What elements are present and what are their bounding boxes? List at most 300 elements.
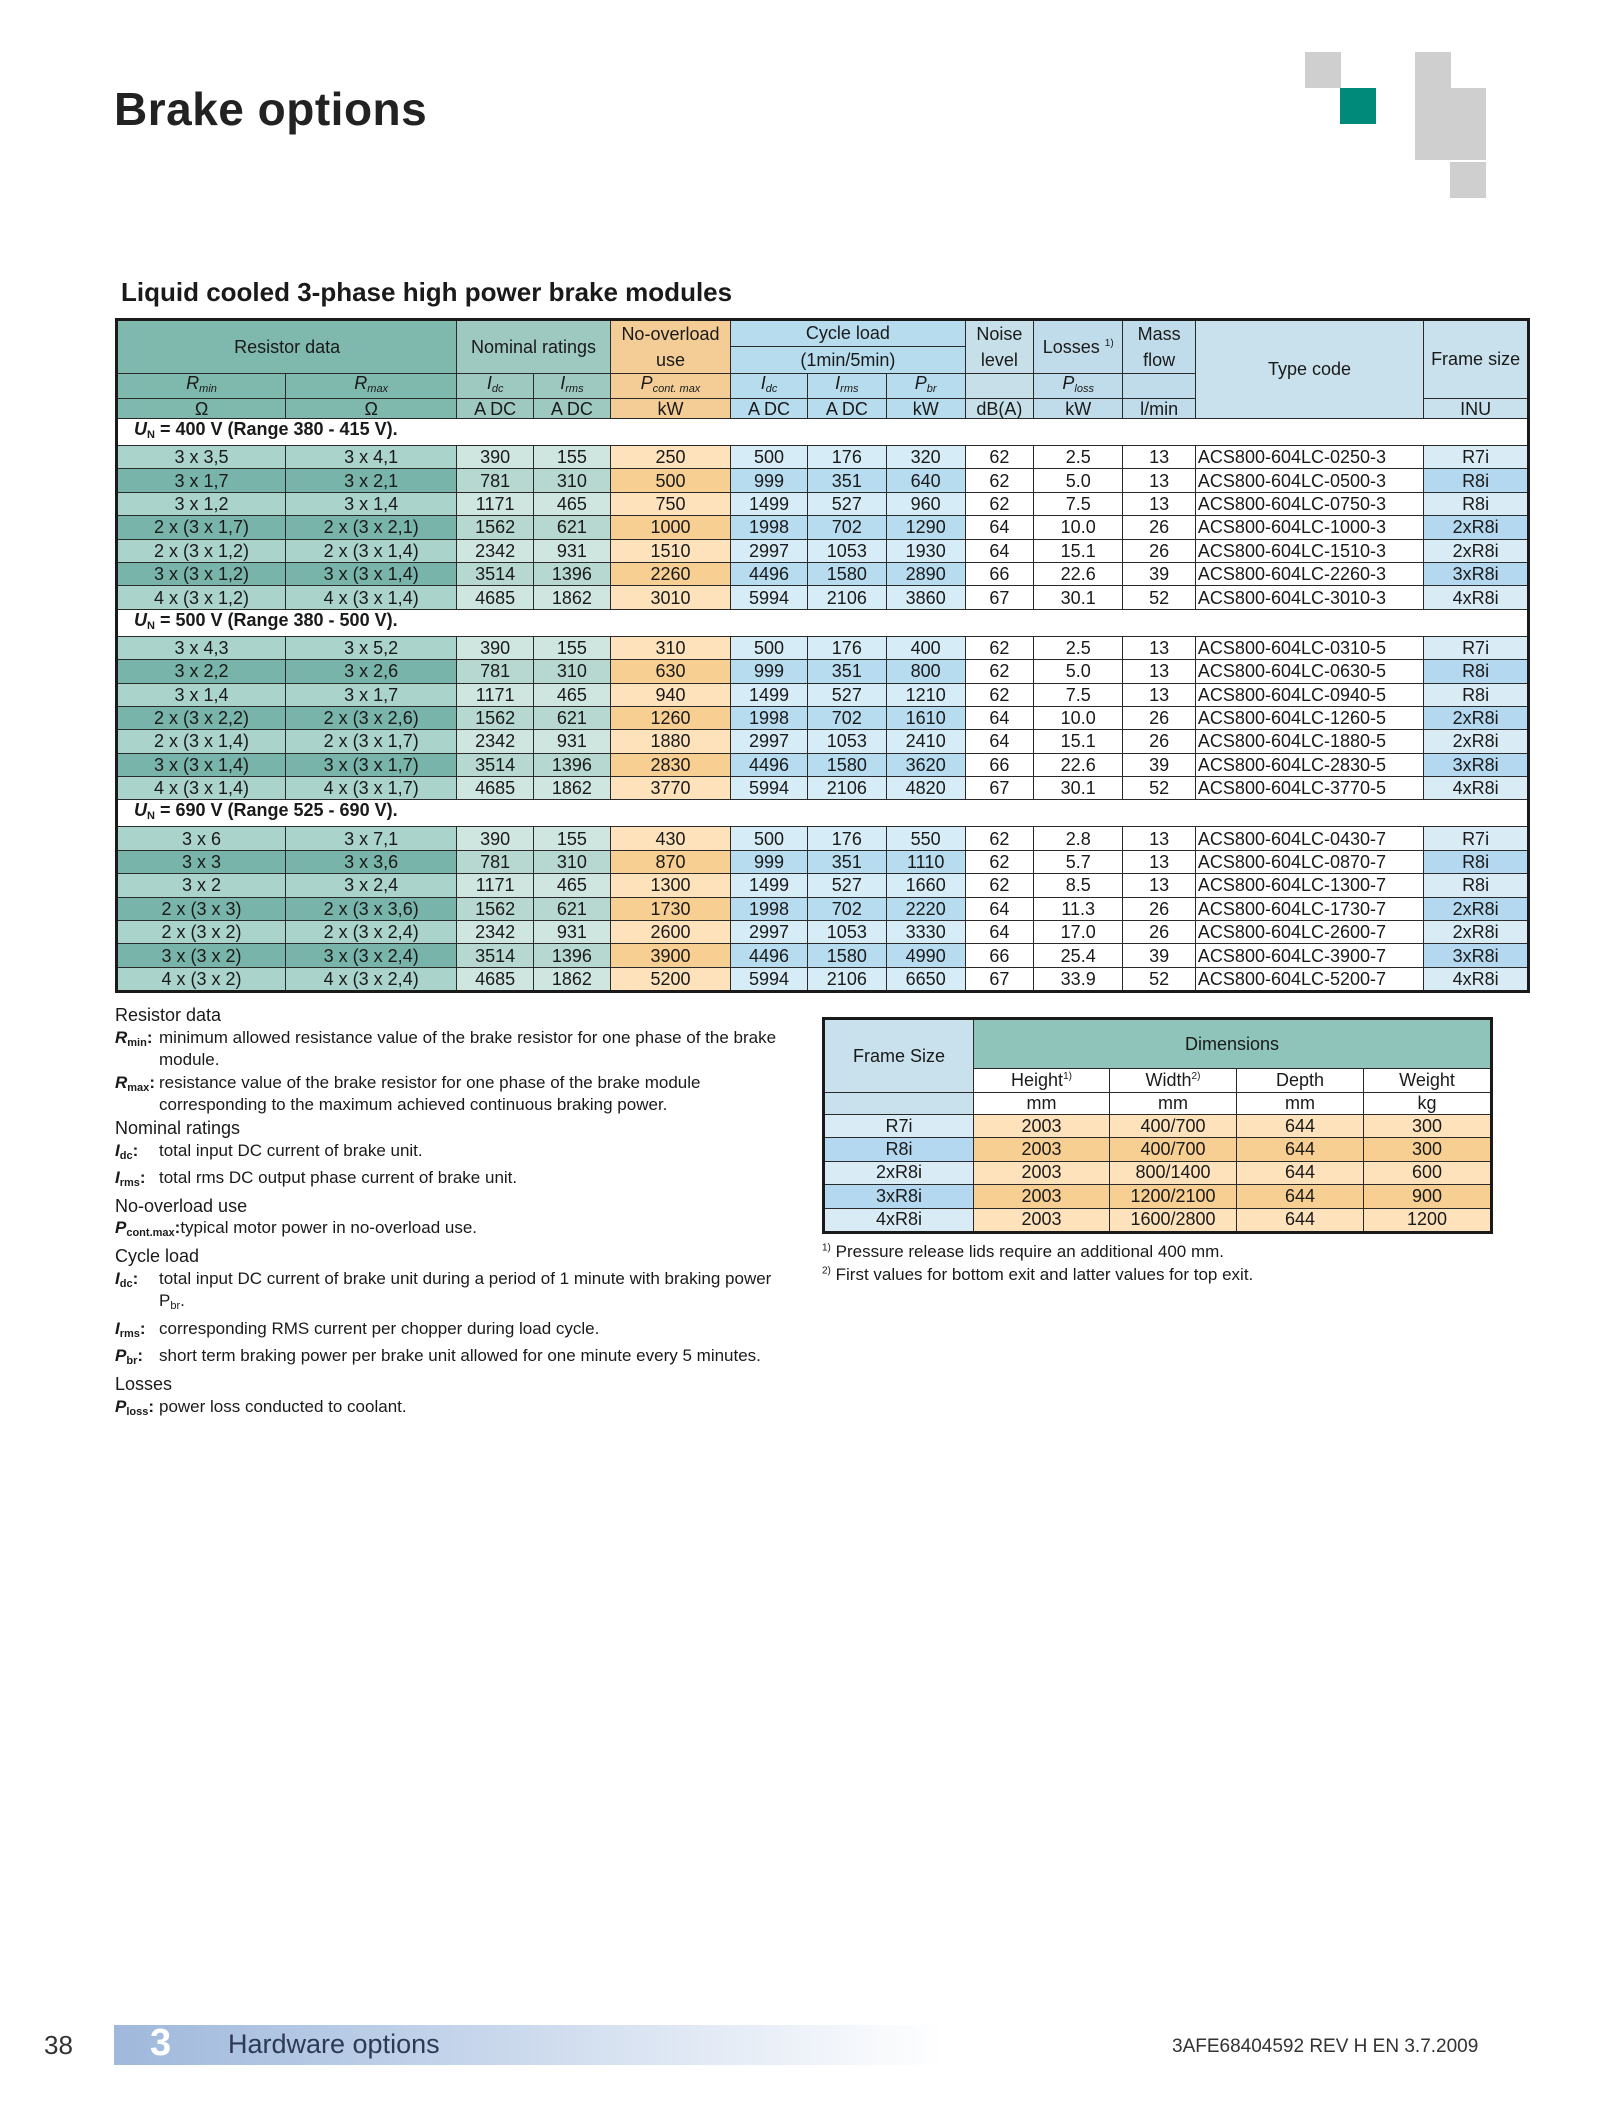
unit-mass: l/min bbox=[1123, 399, 1196, 419]
cell-irms: 1396 bbox=[534, 944, 611, 967]
cell-pbr: 3330 bbox=[886, 921, 965, 944]
cell-rmax: 2 x (3 x 3,6) bbox=[286, 897, 457, 920]
table-row bbox=[117, 636, 1529, 659]
cell-cycle-idc: 5994 bbox=[731, 777, 808, 800]
dims-unit-height: mm bbox=[974, 1093, 1110, 1115]
cell-rmax: 3 x 1,7 bbox=[286, 683, 457, 706]
cell-rmax: 2 x (3 x 1,7) bbox=[286, 730, 457, 753]
header-idc: $I_{dc}$ bbox=[457, 374, 534, 399]
cell-mass-flow: 13 bbox=[1123, 469, 1196, 492]
cell-ploss: 10.0 bbox=[1034, 516, 1123, 539]
dims-cell-depth: 644 bbox=[1237, 1208, 1364, 1232]
footer-chapter-label: Hardware options bbox=[228, 2029, 440, 2059]
cell-irms: 621 bbox=[534, 897, 611, 920]
dims-cell-depth: 644 bbox=[1237, 1185, 1364, 1208]
dims-cell-height: 2003 bbox=[974, 1161, 1110, 1184]
unit-pcont: kW bbox=[610, 399, 730, 419]
cell-cycle-idc: 1998 bbox=[731, 706, 808, 729]
cell-frame-size: 2xR8i bbox=[1424, 730, 1529, 753]
cell-frame-size: 4xR8i bbox=[1424, 777, 1529, 800]
legend-heading: No-overload use bbox=[115, 1195, 248, 1216]
legend-description: resistance value of the brake resistor for one phase of the brake module corresponding to the maximum achieved continuous braking power. bbox=[159, 1072, 701, 1115]
cell-mass-flow: 26 bbox=[1123, 706, 1196, 729]
cell-rmax: 3 x 1,4 bbox=[286, 492, 457, 515]
cell-pcont: 5200 bbox=[610, 967, 730, 991]
cell-ploss: 25.4 bbox=[1034, 944, 1123, 967]
header-noise-blank bbox=[965, 374, 1033, 399]
cell-idc: 781 bbox=[457, 660, 534, 683]
header-noise-level: Noise level bbox=[965, 320, 1033, 374]
cell-cycle-irms: 702 bbox=[807, 897, 886, 920]
cell-cycle-idc: 1499 bbox=[731, 874, 808, 897]
cell-pbr: 2220 bbox=[886, 897, 965, 920]
dims-cell-weight: 900 bbox=[1364, 1185, 1492, 1208]
dims-cell-weight: 300 bbox=[1364, 1115, 1492, 1138]
cell-ploss: 8.5 bbox=[1034, 874, 1123, 897]
table-row bbox=[117, 516, 1529, 539]
cell-ploss: 22.6 bbox=[1034, 753, 1123, 776]
cell-noise: 64 bbox=[965, 730, 1033, 753]
cell-frame-size: R8i bbox=[1424, 469, 1529, 492]
section-title: Liquid cooled 3-phase high power brake modules bbox=[121, 277, 733, 307]
cell-pbr: 1290 bbox=[886, 516, 965, 539]
header-rmax: $R_{max}$ bbox=[286, 374, 457, 399]
cell-noise: 67 bbox=[965, 777, 1033, 800]
cell-cycle-idc: 500 bbox=[731, 636, 808, 659]
cell-rmax: 3 x 2,1 bbox=[286, 469, 457, 492]
cell-idc: 390 bbox=[457, 446, 534, 469]
cell-pcont: 1000 bbox=[610, 516, 730, 539]
legend-item bbox=[115, 1140, 795, 1168]
dims-cell-depth: 644 bbox=[1237, 1115, 1364, 1138]
cell-pbr: 1660 bbox=[886, 874, 965, 897]
cell-ploss: 7.5 bbox=[1034, 683, 1123, 706]
cell-ploss: 30.1 bbox=[1034, 586, 1123, 609]
dims-cell-height: 2003 bbox=[974, 1115, 1110, 1138]
legend-symbol: $I_{rms}$: bbox=[115, 1318, 146, 1340]
cell-rmax: 3 x (3 x 1,7) bbox=[286, 753, 457, 776]
cell-rmin: 2 x (3 x 1,4) bbox=[117, 730, 286, 753]
cell-irms: 465 bbox=[534, 492, 611, 515]
cell-rmin: 2 x (3 x 1,2) bbox=[117, 539, 286, 562]
losses-footnote-mark: 1) bbox=[1104, 337, 1114, 349]
cell-rmin: 3 x 4,3 bbox=[117, 636, 286, 659]
cell-idc: 1562 bbox=[457, 897, 534, 920]
legend-description: power loss conducted to coolant. bbox=[159, 1396, 407, 1416]
cell-idc: 1171 bbox=[457, 874, 534, 897]
header-frame-size: Frame size bbox=[1424, 320, 1529, 399]
cell-idc: 4685 bbox=[457, 586, 534, 609]
cell-pbr: 800 bbox=[886, 660, 965, 683]
legend-symbol: $P_{br}$: bbox=[115, 1346, 144, 1368]
cell-idc: 3514 bbox=[457, 753, 534, 776]
cell-cycle-irms: 176 bbox=[807, 827, 886, 850]
cell-frame-size: R7i bbox=[1424, 446, 1529, 469]
cell-cycle-irms: 176 bbox=[807, 636, 886, 659]
cell-rmin: 2 x (3 x 2) bbox=[117, 921, 286, 944]
cell-noise: 64 bbox=[965, 516, 1033, 539]
cell-idc: 1562 bbox=[457, 706, 534, 729]
cell-noise: 62 bbox=[965, 683, 1033, 706]
cell-cycle-idc: 999 bbox=[731, 850, 808, 873]
cell-cycle-irms: 527 bbox=[807, 683, 886, 706]
cell-type-code: ACS800-604LC-1510-3 bbox=[1195, 539, 1423, 562]
legend-item bbox=[115, 1318, 795, 1346]
cell-noise: 62 bbox=[965, 660, 1033, 683]
cell-cycle-idc: 2997 bbox=[731, 921, 808, 944]
cell-frame-size: 3xR8i bbox=[1424, 562, 1529, 585]
cell-ploss: 5.0 bbox=[1034, 660, 1123, 683]
cell-noise: 62 bbox=[965, 827, 1033, 850]
cell-cycle-idc: 1499 bbox=[731, 683, 808, 706]
cell-irms: 931 bbox=[534, 730, 611, 753]
dims-cell-frame: 3xR8i bbox=[824, 1185, 974, 1208]
voltage-group-label: $U_N = 690$ V (Range 525 - 690 V). bbox=[117, 800, 1529, 827]
cell-ploss: 11.3 bbox=[1034, 897, 1123, 920]
cell-type-code: ACS800-604LC-0430-7 bbox=[1195, 827, 1423, 850]
voltage-group-row bbox=[117, 419, 1529, 446]
dims-cell-width: 400/700 bbox=[1110, 1138, 1237, 1161]
cell-rmax: 3 x (3 x 1,4) bbox=[286, 562, 457, 585]
cell-mass-flow: 39 bbox=[1123, 944, 1196, 967]
logo-accent-square bbox=[1340, 88, 1376, 124]
dims-cell-weight: 1200 bbox=[1364, 1208, 1492, 1232]
cell-pcont: 2600 bbox=[610, 921, 730, 944]
cell-rmin: 3 x 2,2 bbox=[117, 660, 286, 683]
legend-symbol: $R_{max}$: bbox=[115, 1072, 155, 1094]
cell-idc: 1562 bbox=[457, 516, 534, 539]
dims-header-width: Width$^{2)}$ bbox=[1110, 1069, 1237, 1093]
cell-cycle-irms: 527 bbox=[807, 874, 886, 897]
cell-rmin: 3 x 3,5 bbox=[117, 446, 286, 469]
header-mass-flow: Mass flow bbox=[1123, 320, 1196, 374]
cell-mass-flow: 13 bbox=[1123, 660, 1196, 683]
cell-cycle-irms: 1580 bbox=[807, 753, 886, 776]
cell-noise: 62 bbox=[965, 492, 1033, 515]
unit-rmin: Ω bbox=[117, 399, 286, 419]
header-resistor-data: Resistor data bbox=[117, 320, 457, 374]
cell-ploss: 7.5 bbox=[1034, 492, 1123, 515]
cell-pcont: 310 bbox=[610, 636, 730, 659]
cell-mass-flow: 52 bbox=[1123, 777, 1196, 800]
table-row bbox=[824, 1208, 1492, 1232]
legend-item bbox=[115, 1268, 795, 1318]
cell-rmin: 3 x 1,7 bbox=[117, 469, 286, 492]
header-irms: $I_{rms}$ bbox=[534, 374, 611, 399]
cell-pcont: 250 bbox=[610, 446, 730, 469]
header-losses bbox=[1034, 320, 1123, 374]
table-row bbox=[117, 850, 1529, 873]
legend-item bbox=[115, 1167, 795, 1195]
cell-rmin: 3 x 1,2 bbox=[117, 492, 286, 515]
cell-ploss: 5.7 bbox=[1034, 850, 1123, 873]
cell-pbr: 960 bbox=[886, 492, 965, 515]
header-cycle-idc: $I_{dc}$ bbox=[731, 374, 808, 399]
table-row bbox=[117, 921, 1529, 944]
cell-pcont: 2260 bbox=[610, 562, 730, 585]
cell-mass-flow: 39 bbox=[1123, 562, 1196, 585]
cell-cycle-irms: 1580 bbox=[807, 562, 886, 585]
cell-noise: 67 bbox=[965, 586, 1033, 609]
table-row bbox=[117, 683, 1529, 706]
header-no-overload: No-overload use bbox=[610, 320, 730, 374]
cell-cycle-irms: 2106 bbox=[807, 777, 886, 800]
cell-pcont: 1510 bbox=[610, 539, 730, 562]
table-row bbox=[824, 1115, 1492, 1138]
cell-noise: 64 bbox=[965, 897, 1033, 920]
dims-cell-weight: 600 bbox=[1364, 1161, 1492, 1184]
cell-pcont: 750 bbox=[610, 492, 730, 515]
legend-description: total rms DC output phase current of brake unit. bbox=[159, 1168, 518, 1188]
cell-cycle-idc: 4496 bbox=[731, 944, 808, 967]
cell-cycle-irms: 1053 bbox=[807, 730, 886, 753]
cell-cycle-irms: 702 bbox=[807, 516, 886, 539]
cell-pcont: 3770 bbox=[610, 777, 730, 800]
dims-cell-width: 400/700 bbox=[1110, 1115, 1237, 1138]
cell-ploss: 15.1 bbox=[1034, 730, 1123, 753]
cell-irms: 310 bbox=[534, 850, 611, 873]
cell-idc: 1171 bbox=[457, 492, 534, 515]
cell-idc: 2342 bbox=[457, 730, 534, 753]
cell-mass-flow: 39 bbox=[1123, 753, 1196, 776]
cell-cycle-idc: 5994 bbox=[731, 967, 808, 991]
cell-frame-size: 2xR8i bbox=[1424, 706, 1529, 729]
cell-cycle-irms: 2106 bbox=[807, 967, 886, 991]
cell-pcont: 430 bbox=[610, 827, 730, 850]
dims-cell-depth: 644 bbox=[1237, 1138, 1364, 1161]
cell-cycle-idc: 4496 bbox=[731, 753, 808, 776]
header-rmin: $R_{min}$ bbox=[117, 374, 286, 399]
cell-pcont: 1730 bbox=[610, 897, 730, 920]
cell-noise: 62 bbox=[965, 446, 1033, 469]
cell-cycle-idc: 999 bbox=[731, 469, 808, 492]
footer-chapter-number: 3 bbox=[150, 2022, 172, 2064]
cell-cycle-irms: 1053 bbox=[807, 539, 886, 562]
table-row bbox=[824, 1185, 1492, 1208]
cell-cycle-idc: 1998 bbox=[731, 897, 808, 920]
cell-frame-size: R8i bbox=[1424, 683, 1529, 706]
cell-rmax: 4 x (3 x 1,4) bbox=[286, 586, 457, 609]
cell-irms: 1396 bbox=[534, 753, 611, 776]
dims-cell-frame: R7i bbox=[824, 1115, 974, 1138]
cell-type-code: ACS800-604LC-0310-5 bbox=[1195, 636, 1423, 659]
legend-description: corresponding RMS current per chopper during load cycle. bbox=[159, 1318, 600, 1338]
legend-heading: Nominal ratings bbox=[115, 1117, 241, 1138]
cell-noise: 66 bbox=[965, 562, 1033, 585]
cell-rmin: 4 x (3 x 2) bbox=[117, 967, 286, 991]
cell-ploss: 17.0 bbox=[1034, 921, 1123, 944]
cell-type-code: ACS800-604LC-0870-7 bbox=[1195, 850, 1423, 873]
legend-symbol: $P_{cont.max}$: bbox=[115, 1218, 181, 1240]
unit-idc: A DC bbox=[457, 399, 534, 419]
cell-rmin: 4 x (3 x 1,2) bbox=[117, 586, 286, 609]
cell-mass-flow: 13 bbox=[1123, 683, 1196, 706]
cell-mass-flow: 26 bbox=[1123, 539, 1196, 562]
cell-pbr: 3620 bbox=[886, 753, 965, 776]
cell-rmin: 2 x (3 x 1,7) bbox=[117, 516, 286, 539]
cell-type-code: ACS800-604LC-0250-3 bbox=[1195, 446, 1423, 469]
cell-ploss: 2.8 bbox=[1034, 827, 1123, 850]
header-cycle-sub: (1min/5min) bbox=[731, 347, 965, 374]
cell-type-code: ACS800-604LC-3010-3 bbox=[1195, 586, 1423, 609]
legend-description: total input DC current of brake unit. bbox=[159, 1140, 423, 1160]
cell-rmin: 3 x 2 bbox=[117, 874, 286, 897]
cell-rmin: 2 x (3 x 2,2) bbox=[117, 706, 286, 729]
dimensions-table bbox=[822, 1017, 1493, 1234]
cell-type-code: ACS800-604LC-3770-5 bbox=[1195, 777, 1423, 800]
cell-rmin: 2 x (3 x 3) bbox=[117, 897, 286, 920]
cell-pbr: 6650 bbox=[886, 967, 965, 991]
cell-pcont: 1300 bbox=[610, 874, 730, 897]
cell-rmax: 3 x (3 x 2,4) bbox=[286, 944, 457, 967]
cell-idc: 1171 bbox=[457, 683, 534, 706]
cell-mass-flow: 52 bbox=[1123, 967, 1196, 991]
cell-frame-size: 4xR8i bbox=[1424, 967, 1529, 991]
cell-type-code: ACS800-604LC-1730-7 bbox=[1195, 897, 1423, 920]
voltage-group-row bbox=[117, 609, 1529, 636]
cell-mass-flow: 52 bbox=[1123, 586, 1196, 609]
cell-cycle-idc: 500 bbox=[731, 446, 808, 469]
table-row bbox=[117, 492, 1529, 515]
cell-noise: 64 bbox=[965, 706, 1033, 729]
cell-pbr: 3860 bbox=[886, 586, 965, 609]
cell-mass-flow: 13 bbox=[1123, 850, 1196, 873]
cell-type-code: ACS800-604LC-0750-3 bbox=[1195, 492, 1423, 515]
cell-type-code: ACS800-604LC-1880-5 bbox=[1195, 730, 1423, 753]
cell-rmax: 2 x (3 x 2,1) bbox=[286, 516, 457, 539]
dims-unit-weight: kg bbox=[1364, 1093, 1492, 1115]
cell-cycle-idc: 4496 bbox=[731, 562, 808, 585]
cell-frame-size: R8i bbox=[1424, 492, 1529, 515]
cell-noise: 62 bbox=[965, 469, 1033, 492]
header-pbr: $P_{br}$ bbox=[886, 374, 965, 399]
cell-pbr: 550 bbox=[886, 827, 965, 850]
dims-cell-frame: R8i bbox=[824, 1138, 974, 1161]
cell-pbr: 1110 bbox=[886, 850, 965, 873]
cell-frame-size: R7i bbox=[1424, 636, 1529, 659]
cell-rmin: 3 x (3 x 1,2) bbox=[117, 562, 286, 585]
unit-ploss: kW bbox=[1034, 399, 1123, 419]
table-row bbox=[117, 777, 1529, 800]
cell-cycle-idc: 2997 bbox=[731, 539, 808, 562]
header-cycle-load: Cycle load bbox=[731, 320, 965, 347]
cell-cycle-idc: 999 bbox=[731, 660, 808, 683]
cell-idc: 4685 bbox=[457, 967, 534, 991]
cell-type-code: ACS800-604LC-0940-5 bbox=[1195, 683, 1423, 706]
cell-rmax: 3 x 2,4 bbox=[286, 874, 457, 897]
legend-heading: Cycle load bbox=[115, 1245, 200, 1266]
cell-rmax: 3 x 5,2 bbox=[286, 636, 457, 659]
legend-description: short term braking power per brake unit allowed for one minute every 5 minutes. bbox=[159, 1346, 761, 1366]
cell-rmax: 2 x (3 x 1,4) bbox=[286, 539, 457, 562]
footnote-1: $^{1)}$ Pressure release lids require an additional 400 mm. bbox=[822, 1242, 1225, 1261]
dims-unit-width: mm bbox=[1110, 1093, 1237, 1115]
cell-pcont: 630 bbox=[610, 660, 730, 683]
unit-irms: A DC bbox=[534, 399, 611, 419]
cell-noise: 66 bbox=[965, 944, 1033, 967]
dims-cell-depth: 644 bbox=[1237, 1161, 1364, 1184]
cell-frame-size: 4xR8i bbox=[1424, 586, 1529, 609]
cell-rmax: 4 x (3 x 2,4) bbox=[286, 967, 457, 991]
cell-cycle-irms: 176 bbox=[807, 446, 886, 469]
cell-type-code: ACS800-604LC-2600-7 bbox=[1195, 921, 1423, 944]
cell-pcont: 2830 bbox=[610, 753, 730, 776]
table-row bbox=[824, 1138, 1492, 1161]
cell-ploss: 22.6 bbox=[1034, 562, 1123, 585]
cell-frame-size: R8i bbox=[1424, 874, 1529, 897]
cell-mass-flow: 13 bbox=[1123, 827, 1196, 850]
table-row bbox=[117, 586, 1529, 609]
voltage-group-label: $U_N = 500$ V (Range 380 - 500 V). bbox=[117, 609, 1529, 636]
table-row bbox=[117, 469, 1529, 492]
table-row bbox=[117, 944, 1529, 967]
cell-irms: 310 bbox=[534, 660, 611, 683]
cell-pcont: 940 bbox=[610, 683, 730, 706]
header-mass-blank bbox=[1123, 374, 1196, 399]
cell-frame-size: 2xR8i bbox=[1424, 897, 1529, 920]
cell-pbr: 2410 bbox=[886, 730, 965, 753]
cell-mass-flow: 13 bbox=[1123, 446, 1196, 469]
cell-rmin: 3 x 6 bbox=[117, 827, 286, 850]
unit-pbr: kW bbox=[886, 399, 965, 419]
cell-pbr: 1210 bbox=[886, 683, 965, 706]
cell-idc: 2342 bbox=[457, 539, 534, 562]
cell-cycle-idc: 500 bbox=[731, 827, 808, 850]
cell-pcont: 1260 bbox=[610, 706, 730, 729]
cell-frame-size: 2xR8i bbox=[1424, 539, 1529, 562]
dims-header-weight: Weight bbox=[1364, 1069, 1492, 1093]
cell-rmax: 4 x (3 x 1,7) bbox=[286, 777, 457, 800]
cell-cycle-irms: 1053 bbox=[807, 921, 886, 944]
cell-rmax: 3 x 4,1 bbox=[286, 446, 457, 469]
header-ploss: $P_{loss}$ bbox=[1034, 374, 1123, 399]
dims-cell-frame: 2xR8i bbox=[824, 1161, 974, 1184]
cell-irms: 155 bbox=[534, 827, 611, 850]
header-nominal-ratings: Nominal ratings bbox=[457, 320, 611, 374]
legend bbox=[115, 1004, 795, 1423]
legend-item bbox=[115, 1072, 795, 1117]
cell-cycle-idc: 1499 bbox=[731, 492, 808, 515]
cell-rmin: 3 x 3 bbox=[117, 850, 286, 873]
cell-irms: 1862 bbox=[534, 777, 611, 800]
legend-heading: Losses bbox=[115, 1373, 173, 1394]
unit-frame: INU bbox=[1424, 399, 1529, 419]
dims-cell-width: 1200/2100 bbox=[1110, 1185, 1237, 1208]
cell-irms: 155 bbox=[534, 636, 611, 659]
cell-type-code: ACS800-604LC-3900-7 bbox=[1195, 944, 1423, 967]
cell-pbr: 1930 bbox=[886, 539, 965, 562]
cell-ploss: 5.0 bbox=[1034, 469, 1123, 492]
cell-mass-flow: 26 bbox=[1123, 516, 1196, 539]
cell-frame-size: R7i bbox=[1424, 827, 1529, 850]
cell-cycle-idc: 2997 bbox=[731, 730, 808, 753]
cell-idc: 3514 bbox=[457, 562, 534, 585]
cell-pbr: 4820 bbox=[886, 777, 965, 800]
cell-idc: 2342 bbox=[457, 921, 534, 944]
legend-symbol: $I_{dc}$: bbox=[115, 1268, 139, 1290]
cell-mass-flow: 26 bbox=[1123, 897, 1196, 920]
cell-mass-flow: 26 bbox=[1123, 730, 1196, 753]
cell-type-code: ACS800-604LC-1260-5 bbox=[1195, 706, 1423, 729]
cell-ploss: 30.1 bbox=[1034, 777, 1123, 800]
cell-type-code: ACS800-604LC-5200-7 bbox=[1195, 967, 1423, 991]
cell-pcont: 1880 bbox=[610, 730, 730, 753]
cell-cycle-idc: 1998 bbox=[731, 516, 808, 539]
cell-idc: 781 bbox=[457, 469, 534, 492]
dims-cell-width: 1600/2800 bbox=[1110, 1208, 1237, 1232]
cell-rmin: 3 x (3 x 1,4) bbox=[117, 753, 286, 776]
voltage-group-row bbox=[117, 800, 1529, 827]
